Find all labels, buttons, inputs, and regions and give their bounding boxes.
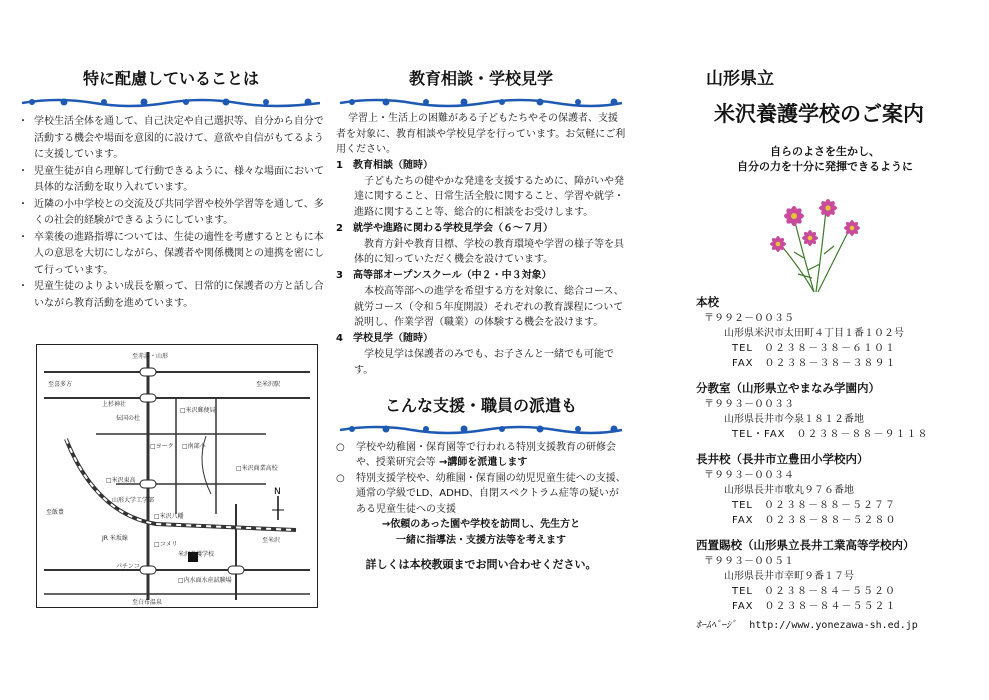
map-label: 上杉神社 bbox=[102, 401, 127, 408]
consultation-items bbox=[336, 158, 626, 379]
list-item: 西置賜校（山形県立長井工業高等学校内） 〒９９３－００５１ 山形県長井市幸町９番１７号 TEL ０２３８－８４－５５２０ FAX ０２３８－８４－５５２１ bbox=[696, 538, 915, 612]
map-label: 至赤湯・山形 bbox=[132, 353, 169, 360]
list-item: 本校 〒９９２－００３５ 山形県米沢市太田町４丁目１番１０２号 TEL ０２３８－３８－６１０１ FAX ０２３８－３８－３８９１ bbox=[696, 295, 904, 369]
list-item: 3 高等部オープンスクール（中２・中３対象） 本校高等部への進学を希望する方を対象に、総合コース、就労コース（令和５年度開設）それぞれの教育課程について説明し、作業学習（職業）の体験する機会を設けます。 bbox=[336, 270, 624, 329]
prefecture-label: 山形県立 bbox=[706, 69, 774, 89]
access-map bbox=[36, 344, 318, 608]
map-label: □ヨーク bbox=[150, 443, 174, 450]
list-item: 4 学校見学（随時） 学校見学は保護者のみでも、お子さんと一緒でも可能です。 bbox=[336, 333, 614, 376]
map-label: 至飯豊 bbox=[46, 509, 65, 516]
map-label: パチンコ bbox=[116, 563, 140, 570]
map-label: □米沢東高 bbox=[106, 477, 136, 484]
list-item: ○ 学校や幼稚園・保育園等で行われる特別支援教育の研修会や、授業研究会等 →講師を派遣します bbox=[336, 441, 616, 469]
list-item: ・ 児童生徒が自ら理解して行動できるように、様々な場面において具体的な活動を取り入れています。 bbox=[18, 164, 324, 197]
map-label: 山形大学工学部 bbox=[112, 497, 155, 504]
considerations-list bbox=[18, 114, 324, 312]
column-left bbox=[18, 0, 324, 606]
list-item: ・ 児童生徒のよりよい成長を願って、日常的に保護者の方と話し合いながら教育活動を進めています。 bbox=[18, 279, 324, 312]
support-arrow-line: →依頼のあった園や学校を訪問し、先生方と bbox=[381, 519, 581, 531]
decorative-border bbox=[18, 95, 324, 109]
map-label: 至喜多方 bbox=[48, 381, 73, 388]
consultation-intro: 学習上・生活上の困難がある子どもたちやその保護者、支援者を対象に、教育相談や学校見学を行っています。お気軽にご利用ください。 bbox=[336, 113, 626, 155]
map-label: 至米沢 bbox=[262, 537, 281, 544]
homepage-line bbox=[696, 616, 986, 631]
map-label: 至白布温泉 bbox=[132, 599, 163, 606]
map-label: 伝国の杜 bbox=[116, 415, 141, 422]
list-item: ・ 近隣の小中学校との交流及び共同学習や校外学習等を通して、多くの社会的経験ができるようにしています。 bbox=[18, 197, 324, 230]
list-item: ・ 卒業後の進路指導については、生徒の適性を考慮するとともに本人の意思を大切にしながら、保護者や関係機関との連携を密にして行っています。 bbox=[18, 230, 324, 280]
school-locations bbox=[696, 294, 986, 631]
map-label: JR 米坂線 bbox=[102, 535, 128, 542]
heading-support: こんな支援・職員の派遣も bbox=[384, 395, 577, 415]
heading-consultation: 教育相談・学校見学 bbox=[408, 69, 553, 88]
list-item: ○ 特別支援学校や、幼稚園・保育園の幼児児童生徒への支援、通常の学級でLD、ADHD、自閉スペクトラム症等の疑いがある児童生徒への支援 bbox=[336, 472, 626, 515]
tagline: 自らのよさを生かし、 自分の力を十分に発揮できるように bbox=[737, 145, 913, 173]
homepage-label: ﾎｰﾑﾍﾟｰｼﾞ bbox=[696, 620, 736, 631]
map-label: □米沢商業高校 bbox=[236, 465, 278, 472]
homepage-link[interactable]: http://www.yonezawa-sh.ed.jp bbox=[749, 620, 918, 631]
map-label: □内水面水産試験場 bbox=[178, 577, 232, 584]
list-item: 2 就学や進路に関わる学校見学会（６～７月） 教育方針や教育目標、学校の教育環境や学習の様子等を具体的に知っていただく機会を設けています。 bbox=[336, 222, 624, 266]
support-arrow-line: 一緒に指導法・支援方法等を考えます bbox=[396, 534, 566, 546]
map-label: □米沢八幡 bbox=[154, 513, 184, 520]
decorative-border bbox=[336, 95, 626, 109]
svg-text:N: N bbox=[274, 487, 281, 497]
map-label: 至米沢駅 bbox=[256, 381, 281, 388]
list-item: 分教室（山形県立やまなみ学園内） 〒９９３－００３３ 山形県長井市今泉１８１２番地 TEL・FAX ０２３８－８８－９１１８ bbox=[696, 381, 929, 440]
support-list bbox=[336, 440, 626, 518]
heading-considerations: 特に配慮していることは bbox=[82, 69, 259, 88]
page-title: 米沢養護学校のご案内 bbox=[714, 102, 924, 126]
closing-note: 詳しくは本校教頭までお問い合わせください。 bbox=[365, 558, 597, 572]
cosmos-flower-icon bbox=[764, 188, 870, 296]
decorative-border bbox=[336, 422, 626, 436]
map-label: □コメリ bbox=[154, 541, 178, 548]
list-item: 長井校（長井市立豊田小学校内） 〒９９３－００３４ 山形県長井市歌丸９７６番地 TEL ０２３８－８８－５２７７ FAX ０２３８－８８－５２８０ bbox=[696, 452, 897, 526]
column-middle bbox=[336, 0, 626, 572]
map-label: 米沢養護学校 bbox=[178, 551, 215, 558]
map-label: □南部小 bbox=[182, 443, 206, 450]
map-label: □米沢郵便局 bbox=[180, 407, 216, 414]
list-item: ・ 学校生活全体を通して、自己決定や自己選択等、自分から自分で活動する機会や場面を意図的に設けて、意欲や自信がもてるように支援しています。 bbox=[18, 114, 324, 164]
list-item: 1 教育相談（随時） 子どもたちの健やかな発達を支援するために、障がいや発達に関すること、日常生活全般に関すること、学習や就学・進路に関すること等、総合的に相談をお受けします。 bbox=[336, 159, 624, 218]
